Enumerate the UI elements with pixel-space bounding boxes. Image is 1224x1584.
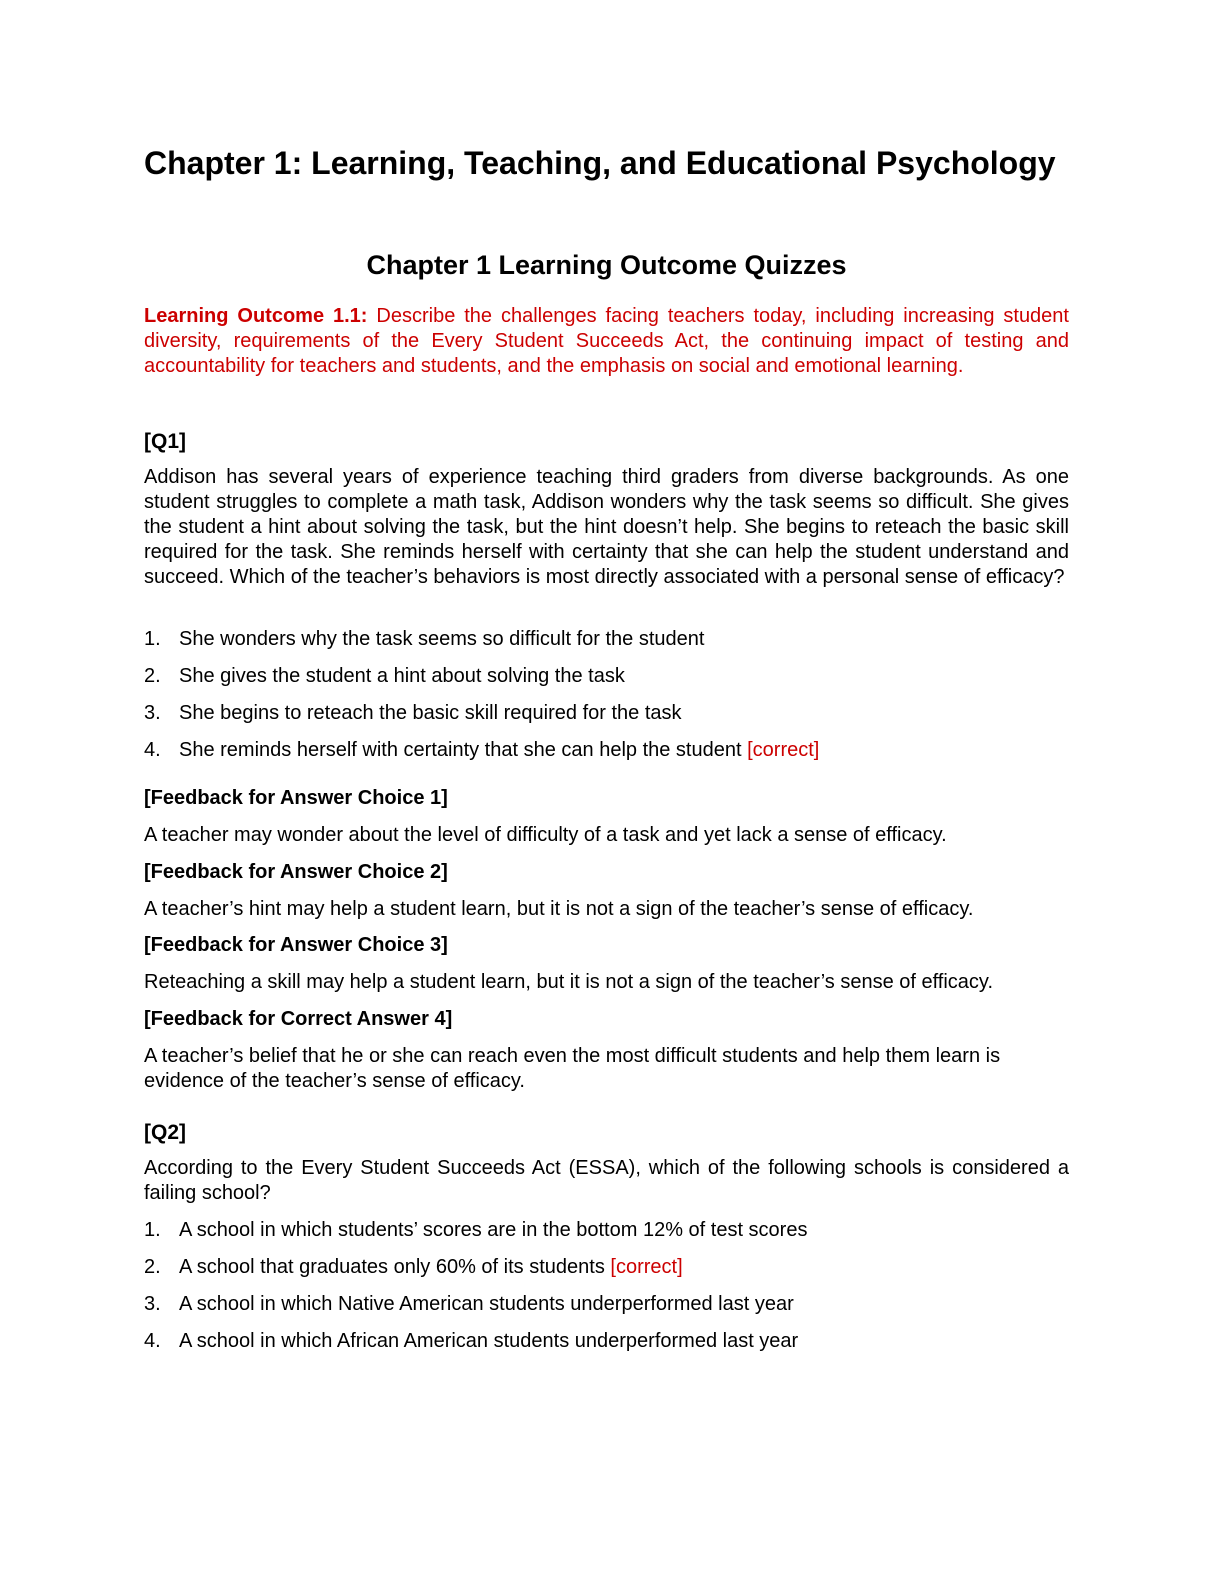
- option-number: 3.: [144, 1293, 161, 1315]
- option-number: 4.: [144, 739, 161, 761]
- question-1-stem: Addison has several years of experience teaching third graders from diverse backgrounds. As one student struggles to complete a math task, Addison wonders why the task seems so difficult. She gives the student a hint about solving the task, but the hint doesn’t help. She begins to reteach the basic skill required for the task. She reminds herself with certainty that she can help the student understand and succeed. Which of the teacher’s behaviors is most directly associated with a personal sense of efficacy?: [144, 466, 1069, 588]
- question-1-label: [Q1]: [144, 430, 186, 453]
- question-2-stem: According to the Every Student Succeeds Act (ESSA), which of the following schools is considered a failing school?: [144, 1157, 1069, 1204]
- correct-tag: [correct]: [747, 739, 820, 761]
- feedback-heading-2: [Feedback for Answer Choice 2]: [144, 861, 448, 883]
- feedback-heading-1: [Feedback for Answer Choice 1]: [144, 787, 448, 809]
- option-number: 1.: [144, 628, 161, 650]
- question-2-label: [Q2]: [144, 1121, 186, 1144]
- option-item: [144, 627, 1069, 664]
- option-item: [144, 664, 1069, 701]
- option-text: A school in which Native American students underperformed last year: [179, 1293, 794, 1315]
- option-text: She begins to reteach the basic skill required for the task: [179, 702, 682, 724]
- option-item: [144, 1255, 1069, 1292]
- option-number: 3.: [144, 702, 161, 724]
- option-text: A school in which African American students underperformed last year: [179, 1330, 799, 1352]
- feedback-text-1: A teacher may wonder about the level of difficulty of a task and yet lack a sense of efficacy.: [144, 824, 947, 846]
- learning-outcome-text: Describe the challenges facing teachers today, including increasing student diversity, requirements of the Every Student Succeeds Act, the continuing impact of testing and accountability for teachers and students, and the emphasis on social and emotional learning.: [144, 305, 1069, 377]
- option-number: 2.: [144, 665, 161, 687]
- question-1-options: [144, 627, 1069, 775]
- option-item: [144, 1218, 1069, 1255]
- chapter-title: Chapter 1: Learning, Teaching, and Educational Psychology: [144, 145, 1056, 181]
- option-text: She wonders why the task seems so difficult for the student: [179, 628, 705, 650]
- option-item: [144, 738, 1069, 775]
- option-text: She reminds herself with certainty that she can help the student: [179, 739, 748, 761]
- option-text: A school that graduates only 60% of its students: [179, 1256, 611, 1278]
- feedback-heading-4: [Feedback for Correct Answer 4]: [144, 1008, 453, 1030]
- correct-tag: [correct]: [610, 1256, 683, 1278]
- feedback-text-4: A teacher’s belief that he or she can reach even the most difficult students and help them learn is evidence of the teacher’s sense of efficacy.: [144, 1045, 1001, 1092]
- question-2-options: [144, 1218, 1069, 1366]
- feedback-text-3: Reteaching a skill may help a student learn, but it is not a sign of the teacher’s sense of efficacy.: [144, 971, 994, 993]
- option-text: A school in which students’ scores are in the bottom 12% of test scores: [179, 1219, 808, 1241]
- option-item: [144, 701, 1069, 738]
- option-text: She gives the student a hint about solving the task: [179, 665, 625, 687]
- option-item: [144, 1329, 1069, 1366]
- learning-outcome: [144, 304, 1069, 379]
- feedback-text-2: A teacher’s hint may help a student learn, but it is not a sign of the teacher’s sense of efficacy.: [144, 898, 974, 920]
- option-item: [144, 1292, 1069, 1329]
- option-number: 2.: [144, 1256, 161, 1278]
- section-title: Chapter 1 Learning Outcome Quizzes: [366, 250, 847, 280]
- option-number: 4.: [144, 1330, 161, 1352]
- learning-outcome-label: Learning Outcome 1.1:: [144, 305, 368, 327]
- feedback-heading-3: [Feedback for Answer Choice 3]: [144, 934, 448, 956]
- option-number: 1.: [144, 1219, 161, 1241]
